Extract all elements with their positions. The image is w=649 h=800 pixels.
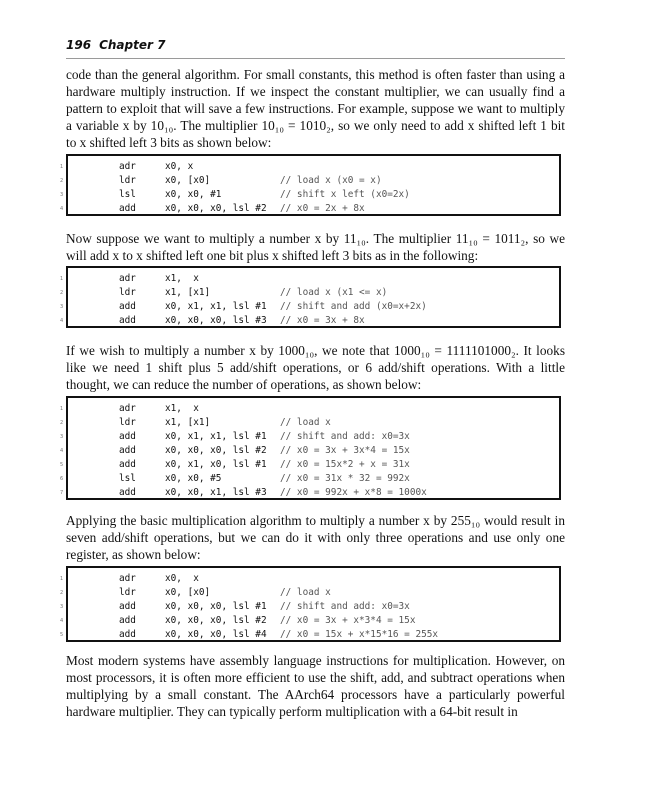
instruction: adr (119, 573, 136, 584)
code-line (60, 430, 559, 444)
code-line (60, 416, 559, 430)
comment: // x0 = 15x + x*15*16 = 255x (280, 629, 439, 640)
paragraph-3: If we wish to multiply a number x by 1000₁₀, we note that 1000₁₀ = 1111101000₂. It looks like we need 1 shift plus 5 add/shift operations, or 6 add/shift operations. With a little thought, we can reduce the number of operations, as shown below: (66, 343, 565, 392)
comment: // shift x left (x0=2x) (280, 189, 410, 200)
operands: x1, [x1] (165, 287, 211, 298)
instruction: add (119, 487, 136, 498)
line-number: 3 (60, 434, 64, 440)
code-line (60, 272, 559, 286)
line-number: 5 (60, 462, 64, 468)
operands: x0, x0, x0, lsl #2 (165, 203, 267, 214)
code-listing-3 (60, 396, 561, 500)
operands: x0, x0, x0, lsl #1 (165, 601, 267, 612)
instruction: ldr (119, 587, 136, 598)
instruction: add (119, 301, 136, 312)
operands: x0, x (165, 161, 194, 172)
line-number: 2 (60, 178, 64, 184)
operands: x0, x0, x0, lsl #4 (165, 629, 267, 640)
operands: x1, x (165, 273, 199, 284)
line-number: 1 (60, 576, 64, 582)
code-line (60, 202, 559, 216)
code-line (60, 402, 559, 416)
code-listing-1 (60, 154, 561, 216)
operands: x0, [x0] (165, 175, 211, 186)
code-line (60, 174, 559, 188)
instruction: ldr (119, 287, 136, 298)
code-line (60, 486, 559, 500)
code-line (60, 314, 559, 328)
comment: // x0 = 3x + x*3*4 = 15x (280, 615, 416, 626)
chapter-title: Chapter 7 (99, 38, 166, 52)
code-line (60, 472, 559, 486)
code-line (60, 160, 559, 174)
comment: // x0 = 15x*2 + x = 31x (280, 459, 410, 470)
paragraph-2: Now suppose we want to multiply a number x by 11₁₀. The multiplier 11₁₀ = 1011₂, so we will add x to x shifted left one bit plus x shifted left 3 bits as in the following: (66, 231, 565, 263)
code-line (60, 628, 559, 642)
instruction: lsl (119, 473, 136, 484)
operands: x0, x1, x1, lsl #1 (165, 431, 267, 442)
instruction: add (119, 629, 136, 640)
instruction: add (119, 203, 136, 214)
code-listing-4 (60, 566, 561, 642)
operands: x0, [x0] (165, 587, 211, 598)
code-line (60, 444, 559, 458)
operands: x0, x0, #5 (165, 473, 222, 484)
running-header (66, 36, 565, 59)
code-line (60, 586, 559, 600)
operands: x0, x0, x0, lsl #2 (165, 615, 267, 626)
instruction: add (119, 431, 136, 442)
operands: x1, [x1] (165, 417, 211, 428)
code-listing-2 (60, 266, 561, 328)
paragraph-5: Most modern systems have assembly language instructions for multiplication. However, on most processors, it is often more efficient to use the shift, add, and subtract operations when multiplying by a small constant. The AArch64 processors have a particularly powerful hardware multiplier. They can typically perform multiplication with a 64-bit result in (66, 653, 565, 719)
page-number: 196 (66, 38, 92, 52)
instruction: add (119, 615, 136, 626)
instruction: adr (119, 273, 136, 284)
operands: x0, x1, x0, lsl #1 (165, 459, 267, 470)
line-number: 6 (60, 476, 64, 482)
operands: x0, x0, x0, lsl #2 (165, 445, 267, 456)
instruction: add (119, 315, 136, 326)
line-number: 4 (60, 448, 64, 454)
instruction: add (119, 459, 136, 470)
line-number: 2 (60, 420, 64, 426)
line-number: 4 (60, 206, 64, 212)
code-line (60, 600, 559, 614)
paragraph-1: code than the general algorithm. For small constants, this method is often faster than using a hardware multiply instruction. If we inspect the constant multiplier, we can usually find a pattern to exploit that will save a few instructions. For example, suppose we want to multiply a variable x by 10₁₀. The multiplier 10₁₀ = 1010₂, so we only need to add x shifted left 1 bit to x shifted left 3 bits as shown below: (66, 67, 565, 150)
comment: // load x (x0 = x) (280, 175, 382, 186)
instruction: lsl (119, 189, 136, 200)
line-number: 1 (60, 164, 64, 170)
line-number: 5 (60, 632, 64, 638)
instruction: adr (119, 161, 136, 172)
line-number: 4 (60, 318, 64, 324)
comment: // x0 = 3x + 8x (280, 315, 365, 326)
operands: x0, x0, x0, lsl #3 (165, 315, 267, 326)
line-number: 7 (60, 490, 64, 496)
comment: // x0 = 31x * 32 = 992x (280, 473, 410, 484)
line-number: 3 (60, 604, 64, 610)
operands: x1, x (165, 403, 199, 414)
comment: // shift and add: x0=3x (280, 601, 410, 612)
code-line (60, 572, 559, 586)
line-number: 2 (60, 590, 64, 596)
line-number: 3 (60, 192, 64, 198)
comment: // x0 = 992x + x*8 = 1000x (280, 487, 427, 498)
operands: x0, x0, #1 (165, 189, 222, 200)
instruction: add (119, 445, 136, 456)
paragraph-4: Applying the basic multiplication algorithm to multiply a number x by 255₁₀ would result in seven add/shift operations, but we can do it with only three operations and use only one register, as shown below: (66, 513, 565, 562)
instruction: adr (119, 403, 136, 414)
comment: // load x (280, 587, 331, 598)
comment: // shift and add (x0=x+2x) (280, 301, 427, 312)
operands: x0, x1, x1, lsl #1 (165, 301, 267, 312)
line-number: 3 (60, 304, 64, 310)
operands: x0, x0, x1, lsl #3 (165, 487, 267, 498)
instruction: add (119, 601, 136, 612)
line-number: 2 (60, 290, 64, 296)
comment: // load x (280, 417, 331, 428)
line-number: 1 (60, 406, 64, 412)
operands: x0, x (165, 573, 199, 584)
line-number: 4 (60, 618, 64, 624)
code-line (60, 458, 559, 472)
comment: // x0 = 3x + 3x*4 = 15x (280, 445, 410, 456)
code-line (60, 286, 559, 300)
comment: // load x (x1 <= x) (280, 287, 388, 298)
instruction: ldr (119, 417, 136, 428)
comment: // shift and add: x0=3x (280, 431, 410, 442)
instruction: ldr (119, 175, 136, 186)
code-line (60, 614, 559, 628)
comment: // x0 = 2x + 8x (280, 203, 365, 214)
code-line (60, 188, 559, 202)
code-line (60, 300, 559, 314)
line-number: 1 (60, 276, 64, 282)
